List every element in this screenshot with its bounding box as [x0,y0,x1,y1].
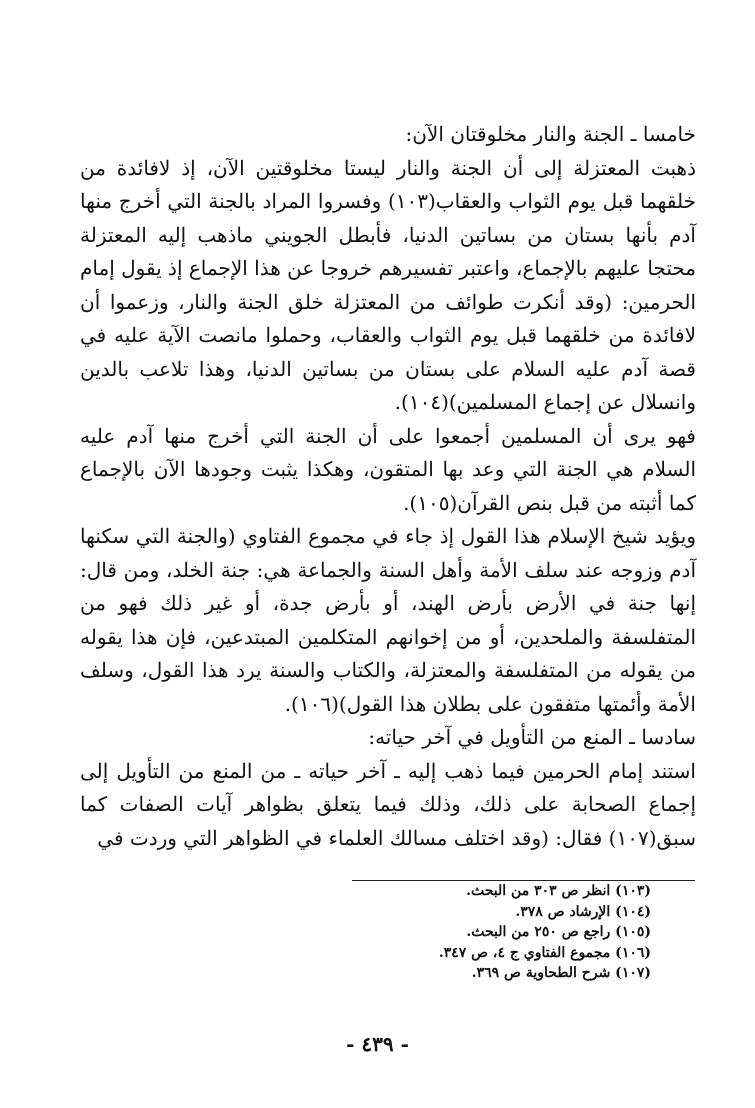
footnote-103: (١٠٣) انظر ص ٣٠٣ من البحث. [466,883,651,899]
footnote-107: (١٠٧) شرح الطحاوية ص ٣٦٩. [471,965,651,981]
paragraph-consensus: فهو يرى أن المسلمين أجمعوا على أن الجنة التي أخرج منها آدم عليه السلام هي الجنة التي وعد بها المتقون، وهكذا يثبت وجودها الآن بالإجماع كما أثبته من قبل بنص القرآن(١٠٥). [80,423,696,515]
footnote-106: (١٠٦) مجموع الفتاوي ج ٤، ص ٣٤٧. [438,944,651,961]
footnotes [231,881,651,984]
paragraph-fatawa: ويؤيد شيخ الإسلام هذا القول إذ جاء في مجموع الفتاوي (والجنة التي سكنها آدم وزوجه عند سلف الأمة وأهل السنة والجماعة هي: جنة الخلد، ومن قال: إنها جنة في الأرض بأرض الهند، أو بأرض جدة، أو غير ذلك فهو من المتفلسفة والملحدين، أو من إخوانهم المتكلمين المبتدعين، فإن هذا يقوله من يقوله من المتفلسفة والمعتزلة، والكتاب والسنة يرد هذا القول، وسلف الأمة وأئمتها متفقون على بطلان هذا القول)(١٠٦). [80,524,696,716]
paragraph-tawil: استند إمام الحرمين فيما ذهب إليه ـ آخر حياته ـ من المنع من التأويل إلى إجماع الصحابة على ذلك، وذلك فيما يتعلق بظواهر آيات الصفات كما سبق(١٠٧) فقال: (وقد اختلف مسالك العلماء في الظواهر التي وردت في [80,758,696,850]
section-heading-5: خامسا ـ الجنة والنار مخلوقتان الآن: [405,122,696,146]
page-number: - ٤٣٩ - [346,1032,409,1056]
paragraph-mutazila: ذهبت المعتزلة إلى أن الجنة والنار ليستا مخلوقتين الآن، إذ لافائدة من خلقهما قبل يوم الثواب والعقاب(١٠٣) وفسروا المراد بالجنة التي أخرج منها آدم بأنها بستان من بساتين الدنيا، فأبطل الجويني ماذهب إليه المعتزلة محتجا عليهم بالإجماع، واعتبر تفسيرهم خروجا عن هذا الإجماع إذ يقول إمام الحرمين: (وقد أنكرت طوائف من المعتزلة خلق الجنة والنار، وزعموا أن لافائدة من خلقهما قبل يوم الثواب والعقاب، وحملوا مانصت الآية عليه في قصة آدم عليه السلام على بستان من بساتين الدنيا، وهذا تلاعب بالدين وانسلال عن إجماع المسلمين)(١٠٤). [80,155,696,414]
footnote-105: (١٠٥) راجع ص ٢٥٠ من البحث. [466,924,651,940]
main-text [80,118,696,855]
footnote-104: (١٠٤) الإرشاد ص ٣٧٨. [515,903,651,920]
section-heading-6: سادسا ـ المنع من التأويل في آخر حياته: [368,725,696,749]
